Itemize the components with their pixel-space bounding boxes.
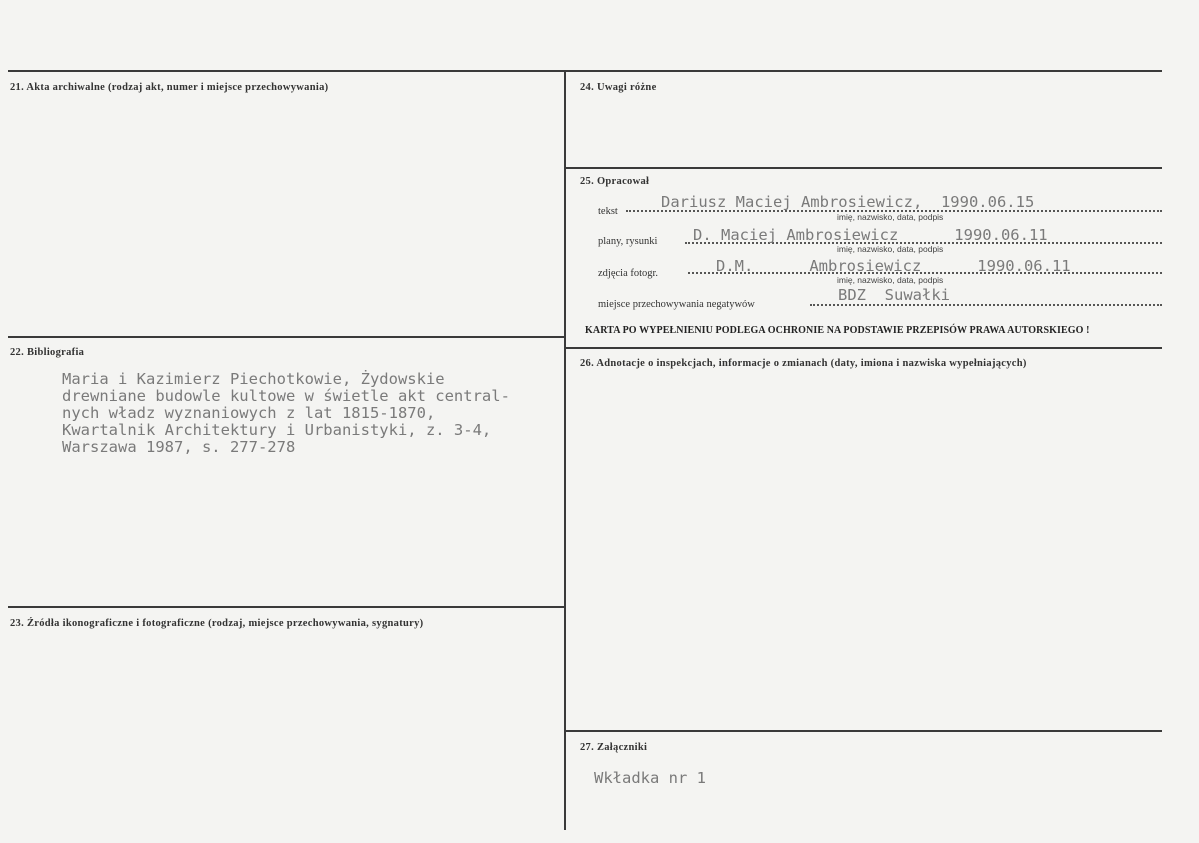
photos-row-caption: imię, nazwisko, data, podpis xyxy=(837,275,944,285)
section-23-label: 23. Źródła ikonograficzne i fotograficzne (rodzaj, miejsce przechowywania, sygnatury) xyxy=(10,618,424,629)
section-27-label: 27. Załączniki xyxy=(580,742,648,753)
bibliography-line-2: drewniane budowle kultowe w świetle akt central- xyxy=(62,387,510,405)
attachments-value: Wkładka nr 1 xyxy=(594,769,706,787)
section-22-label: 22. Bibliografia xyxy=(10,347,85,358)
text-row-label: tekst xyxy=(598,206,618,217)
plans-row-caption: imię, nazwisko, data, podpis xyxy=(837,244,944,254)
negatives-row-dots xyxy=(810,304,1162,306)
section-24-label: 24. Uwagi różne xyxy=(580,82,657,93)
plans-row-label: plany, rysunki xyxy=(598,236,658,247)
section-21-label: 21. Akta archiwalne (rodzaj akt, numer i miejsce przechowywania) xyxy=(10,82,329,93)
bibliography-line-3: nych władz wyznaniowych z lat 1815-1870, xyxy=(62,404,436,422)
bibliography-line-5: Warszawa 1987, s. 277-278 xyxy=(62,438,296,456)
copyright-warning: KARTA PO WYPEŁNIENIU PODLEGA OCHRONIE NA PODSTAWIE PRZEPISÓW PRAWA AUTORSKIEGO ! xyxy=(585,325,1090,336)
top-rule xyxy=(8,70,1162,72)
rule-22-23 xyxy=(8,606,565,608)
photos-row-value: D.M. Ambrosiewicz 1990.06.11 xyxy=(716,257,1071,275)
center-divider xyxy=(564,70,566,830)
section-26-label: 26. Adnotacje o inspekcjach, informacje o zmianach (daty, imiona i nazwiska wypełniających) xyxy=(580,358,1027,369)
rule-21-22 xyxy=(8,336,565,338)
text-row-value: Dariusz Maciej Ambrosiewicz, 1990.06.15 xyxy=(661,193,1035,211)
rule-26-27 xyxy=(565,730,1162,732)
bibliography-line-4: Kwartalnik Architektury i Urbanistyki, z. 3-4, xyxy=(62,421,492,439)
section-25-label: 25. Opracował xyxy=(580,176,650,187)
photos-row-label: zdjęcia fotogr. xyxy=(598,268,659,279)
text-row-caption: imię, nazwisko, data, podpis xyxy=(837,212,944,222)
rule-24-25 xyxy=(565,167,1162,169)
negatives-row-label: miejsce przechowywania negatywów xyxy=(598,299,755,310)
plans-row-value: D. Maciej Ambrosiewicz 1990.06.11 xyxy=(693,226,1048,244)
bibliography-line-1: Maria i Kazimierz Piechotkowie, Żydowskie xyxy=(62,370,445,388)
negatives-row-value: BDZ Suwałki xyxy=(838,286,950,304)
rule-25-26 xyxy=(565,347,1162,349)
